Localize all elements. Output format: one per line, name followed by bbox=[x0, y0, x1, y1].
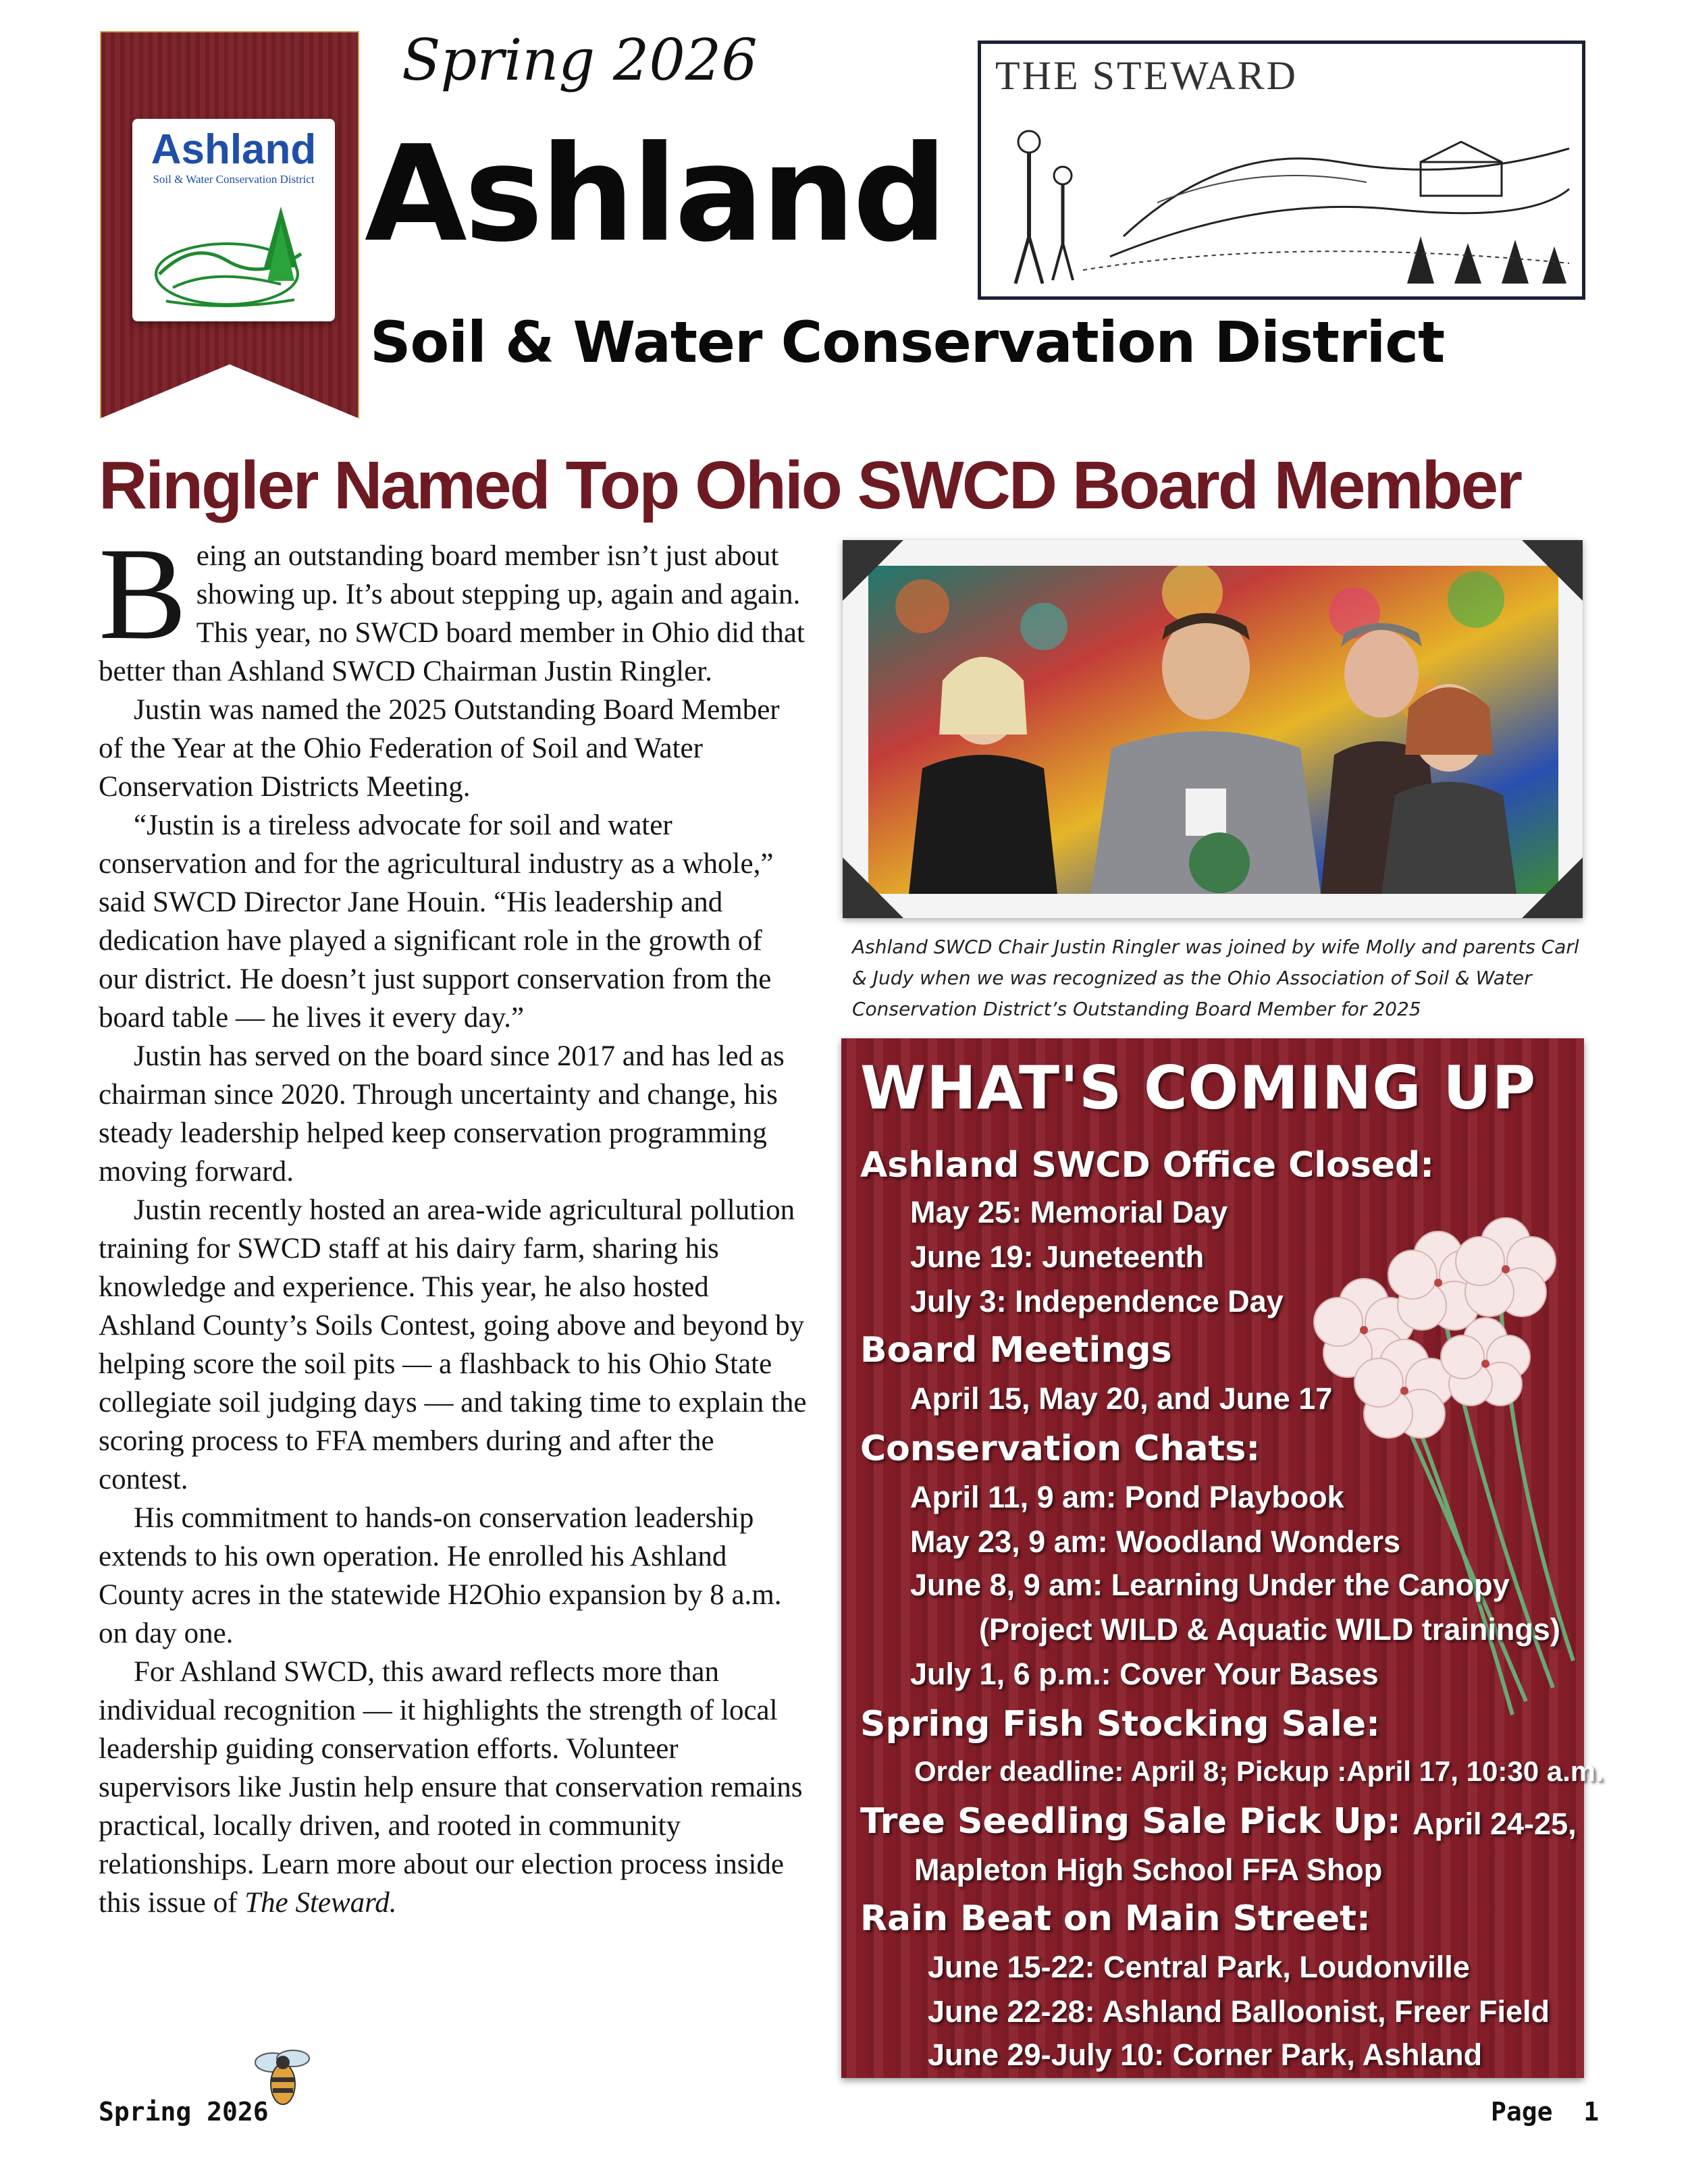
footer-season: Spring 2026 bbox=[99, 2097, 269, 2127]
article-paragraph: His commitment to hands-on conservation leadership extends to his own operation. He enrolled his Ashland County acres in the statewide H2Ohio expansion by 8 a.m. on day one. bbox=[99, 1502, 782, 1649]
event-item: June 29-July 10: Corner Park, Ashland bbox=[928, 2037, 1483, 2072]
fish-sale-heading: Spring Fish Stocking Sale: bbox=[860, 1704, 1380, 1744]
article-body bbox=[99, 521, 808, 1922]
event-item: April 11, 9 am: Pond Playbook bbox=[910, 1480, 1344, 1514]
article-paragraph: Justin recently hosted an area-wide agricultural pollution training for SWCD staff at his dairy farm, sharing his knowledge and experience. This year, he also hosted Ashland County’s Soils Contest, going above and beyond by helping score the soil pits — a flashback to his Ohio State collegiate soil judging days — and taking time to explain the scoring process to FFA members during and after the contest. bbox=[99, 1194, 807, 1495]
event-item: July 3: Independence Day bbox=[910, 1284, 1284, 1319]
event-item: April 24-25, bbox=[1413, 1807, 1577, 1841]
rain-beat-heading: Rain Beat on Main Street: bbox=[860, 1898, 1371, 1939]
logo-title: Ashland bbox=[151, 126, 317, 173]
article-paragraph: For Ashland SWCD, this award reflects more than individual recognition — it highlights the strength of local leadership guiding conservation efforts. Volunteer supervisors like Justin help ensure that conservation remains practical, locally driven, and rooted in community relationships. Learn more about our election process inside this issue of The Steward. bbox=[99, 1656, 803, 1919]
article-paragraph: “Justin is a tireless advocate for soil and water conservation and for the agricultural industry as a whole,” said SWCD Director Jane Houin. “His leadership and dedication have played a significant role in the growth of our district. He doesn’t just support conservation from the board table — he lives it every day.” bbox=[99, 809, 774, 1034]
page-number: Page 1 bbox=[1491, 2097, 1600, 2127]
article-paragraph: Justin has served on the board since 2017 and has led as chairman since 2020. Through uncertainty and change, his steady leadership helped keep conservation programming moving forward. bbox=[99, 1040, 785, 1188]
logo-subtitle: Soil & Water Conservation District bbox=[153, 173, 315, 186]
drop-cap: B bbox=[99, 521, 187, 667]
event-item: June 19: Juneteenth bbox=[910, 1240, 1205, 1274]
conservation-chats-heading: Conservation Chats: bbox=[860, 1429, 1261, 1469]
event-item: April 15, May 20, and June 17 bbox=[910, 1381, 1333, 1416]
event-item: July 1, 6 p.m.: Cover Your Bases bbox=[910, 1657, 1379, 1691]
event-item: June 22-28: Ashland Balloonist, Freer Field bbox=[928, 1994, 1550, 2029]
event-item: June 8, 9 am: Learning Under the Canopy bbox=[910, 1568, 1510, 1602]
masthead-title: Ashland bbox=[365, 117, 945, 271]
bee-icon bbox=[246, 2042, 320, 2110]
event-item: (Project WILD & Aquatic WILD trainings) bbox=[979, 1612, 1560, 1647]
logo-landscape-icon bbox=[146, 193, 321, 315]
steward-title: THE STEWARD bbox=[995, 53, 1298, 98]
office-closed-heading: Ashland SWCD Office Closed: bbox=[860, 1145, 1435, 1186]
article-headline: Ringler Named Top Ohio SWCD Board Member bbox=[99, 448, 1521, 523]
photo-caption: Ashland SWCD Chair Justin Ringler was joined by wife Molly and parents Carl & Judy when we was recognized as the Ohio Association of Soil & Water Conservation District’s Outstanding Board Member for 2025 bbox=[852, 936, 1579, 1020]
event-item: Order deadline: April 8; Pickup :April 17, 10:30 a.m. bbox=[914, 1755, 1604, 1787]
article-paragraph: Being an outstanding board member isn’t just about showing up. It’s about stepping up, again and again. This year, no SWCD board member in Ohio did that better than Ashland SWCD Chairman Justin Ringler. bbox=[99, 521, 805, 687]
issue-season: Spring 2026 bbox=[402, 27, 758, 93]
board-meetings-heading: Board Meetings bbox=[860, 1330, 1172, 1370]
tree-sale-heading: Tree Seedling Sale Pick Up: bbox=[860, 1801, 1401, 1842]
event-item: May 23, 9 am: Woodland Wonders bbox=[910, 1524, 1400, 1559]
farm-landscape-icon bbox=[988, 101, 1576, 293]
event-item: June 15-22: Central Park, Loudonville bbox=[928, 1950, 1470, 1984]
flowers-icon bbox=[1269, 1188, 1587, 1728]
article-paragraph: Justin was named the 2025 Outstanding Board Member of the Year at the Ohio Federation of Soil and Water Conservation Districts Meeting. bbox=[99, 694, 780, 803]
panel-title: WHAT'S COMING UP bbox=[860, 1053, 1537, 1123]
event-item: May 25: Memorial Day bbox=[910, 1195, 1228, 1229]
photo-corners bbox=[843, 540, 1583, 918]
masthead-subtitle: Soil & Water Conservation District bbox=[370, 309, 1445, 375]
event-item: Mapleton High School FFA Shop bbox=[914, 1853, 1383, 1887]
